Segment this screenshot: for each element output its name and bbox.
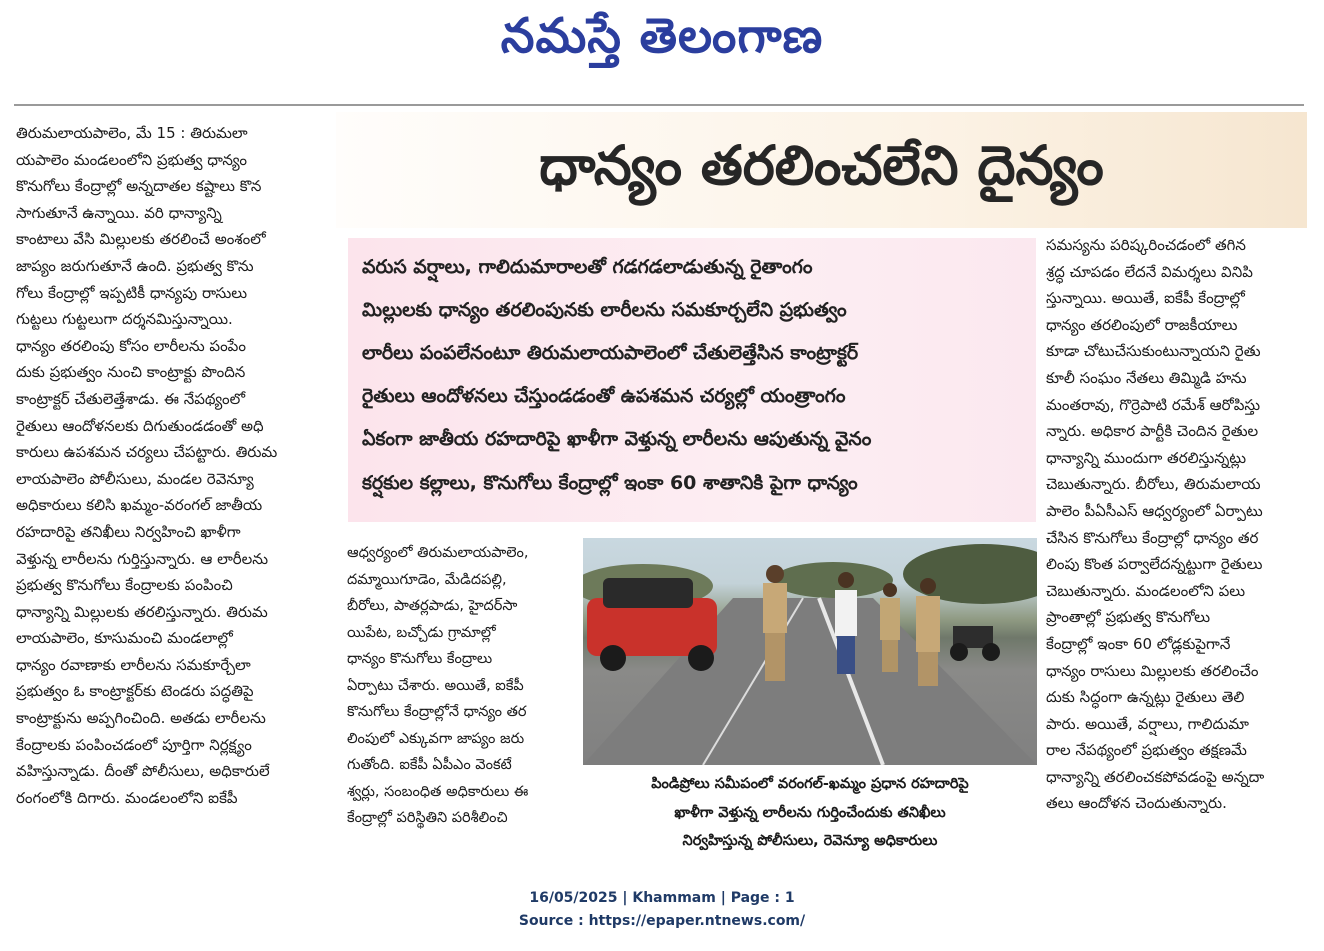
body-line: కేంద్రాలకు పంపించడంలో పూర్తిగా నిర్లక్ష్యం xyxy=(16,735,252,754)
body-line: గుతోంది. ఐకేపీ ఏపీఎం వెంకటే xyxy=(347,757,512,773)
headline-band xyxy=(336,112,1307,228)
body-line: రాల నేపథ్యంలో ప్రభుత్వం తక్షణమే xyxy=(1046,741,1247,760)
body-line: కేంద్రాల్లో ఇంకా 60 లోడ్లకుపైగానే xyxy=(1046,634,1231,653)
body-line: రంగంలోకి దిగారు. మండలంలోని ఐకేపీ xyxy=(16,788,238,807)
body-line: కూడా చోటుచేసుకుంటున్నాయని రైతు xyxy=(1046,342,1261,361)
body-line: సమస్యను పరిష్కరించడంలో తగిన xyxy=(1046,236,1246,254)
body-line: దుకు ప్రభుత్వం నుంచి కాంట్రాక్టు పొందిన xyxy=(16,363,246,382)
body-line: ధాన్యాన్ని మిల్లులకు తరలిస్తున్నారు. తిరుమ xyxy=(16,602,268,621)
article-column-right xyxy=(1046,232,1308,817)
body-line: చెబుతున్నారు. మండలంలోని పలు xyxy=(1046,581,1246,600)
newspaper-logo: నమస్తే తెలంగాణ xyxy=(500,8,824,64)
body-line: రైతులు ఆందోళనలకు దిగుతుండడంతో అధి xyxy=(16,416,264,435)
body-line: లింపు కొంత పర్వాలేదన్నట్టుగా రైతులు xyxy=(1046,555,1263,574)
body-line: న్నారు. అధికార పార్టీకి చెందిన రైతుల xyxy=(1046,422,1259,441)
body-line: కాంటాలు వేసి మిల్లులకు తరలించే అంశంలో xyxy=(16,230,266,249)
body-line: ఆధ్వర్యంలో తిరుమలాయపాలెం, xyxy=(347,545,529,561)
body-line: వహిస్తున్నాడు. దీంతో పోలీసులు, అధికారులే xyxy=(16,762,270,781)
body-line: చేసిన కొనుగోలు కేంద్రాల్లో ధాన్యం తర xyxy=(1046,528,1259,547)
body-line: తలు ఆందోళన చెందుతున్నారు. xyxy=(1046,794,1227,813)
deck-line: వరుస వర్షాలు, గాలిదుమారాలతో గడగడలాడుతున్న రైతాంగం xyxy=(362,256,813,278)
body-line: ధాన్యాన్ని తరలించకపోవడంపై అన్నదా xyxy=(1046,767,1265,786)
body-line: ధాన్యం రవాణాకు లారీలను సమకూర్చేలా xyxy=(16,655,251,674)
body-line: గుట్టలు గుట్టలుగా దర్శనమిస్తున్నాయి. xyxy=(16,310,233,329)
body-line: వెళ్తున్న లారీలను గుర్తిస్తున్నారు. ఆ లారీలను xyxy=(16,549,269,568)
body-line: కాంట్రాక్టర్ చేతులెత్తేశాడు. ఈ నేపథ్యంలో xyxy=(16,389,245,408)
deck-line: మిల్లులకు ధాన్యం తరలింపునకు లారీలను సమకూర్చలేని ప్రభుత్వం xyxy=(362,299,847,321)
body-line: రహదారిపై తనిఖీలు నిర్వహించి ఖాళీగా xyxy=(16,522,241,541)
body-line: ప్రభుత్వం ఓ కాంట్రాక్టర్‌కు టెండరు పద్ధతిపై xyxy=(16,682,254,701)
body-line: బీరోలు, పాతర్లపాడు, హైదర్‌సా xyxy=(347,598,518,614)
body-line: కాంట్రాక్టును అప్పగించింది. అతడు లారీలను xyxy=(16,709,266,728)
body-line: లాయపాలెం, కూసుమంచి మండలాల్లో xyxy=(16,629,233,648)
caption-line: ఖాళీగా వెళ్తున్న లారీలను గుర్తించేందుకు తనిఖీలు xyxy=(674,804,946,821)
body-line: కొనుగోలు కేంద్రాల్లో అన్నదాతల కష్టాలు కొన xyxy=(16,177,262,196)
caption-line: పిండిప్రోలు సమీపంలో వరంగల్-ఖమ్మం ప్రధాన రహదారిపై xyxy=(651,776,969,792)
body-line: యిపేట, బచ్చోడు గ్రామాల్లో xyxy=(347,624,496,641)
body-line: కారులు ఉపశమన చర్యలు చేపట్టారు. తిరుమ xyxy=(16,443,278,462)
body-line: ప్రాంతాల్లో ప్రభుత్వ కొనుగోలు xyxy=(1046,608,1211,627)
body-line: ధాన్యం రాసులు మిల్లులకు తరలించేం xyxy=(1046,661,1259,680)
news-photo xyxy=(583,538,1037,765)
body-line: తిరుమలాయపాలెం, మే 15 : తిరుమలా xyxy=(16,124,248,142)
deck-line: లారీలు పంపలేనంటూ తిరుమలాయపాలెంలో చేతులెత్తేసిన కాంట్రాక్టర్ xyxy=(362,342,859,364)
body-line: కొనుగోలు కేంద్రాల్లోనే ధాన్యం తర xyxy=(347,704,527,720)
body-line: సాగుతూనే ఉన్నాయి. వరి ధాన్యాన్ని xyxy=(16,203,222,222)
article-column-left xyxy=(16,120,324,811)
body-line: చెబుతున్నారు. బీరోలు, తిరుమలాయ xyxy=(1046,475,1261,494)
body-line: శ్వర్లు, సంబంధిత అధికారులు ఈ xyxy=(347,783,529,800)
body-line: ఏర్పాటు చేశారు. అయితే, ఐకేపీ xyxy=(347,677,524,694)
deck-box xyxy=(348,238,1036,522)
deck-line: ఏకంగా జాతీయ రహదారిపై ఖాళీగా వెళ్తున్న లారీలను ఆపుతున్న వైనం xyxy=(362,428,872,450)
body-line: ప్రభుత్వ కొనుగోలు కేంద్రాలకు పంపించి xyxy=(16,576,233,595)
body-line: శ్రద్ధ చూపడం లేదనే విమర్శలు వినిపి xyxy=(1046,262,1253,281)
body-line: ధాన్యం తరలింపు కోసం లారీలను పంపేం xyxy=(16,336,246,355)
footer-dateline: 16/05/2025 | Khammam | Page : 1 xyxy=(529,890,795,906)
body-line: స్తున్నాయి. అయితే, ఐకేపీ కేంద్రాల్లో xyxy=(1046,289,1245,308)
body-line: పారు. అయితే, వర్షాలు, గాలిదుమా xyxy=(1046,714,1249,733)
body-line: ధాన్యాన్ని ముందుగా తరలిస్తున్నట్లు xyxy=(1046,448,1247,467)
body-line: దుకు సిద్ధంగా ఉన్నట్లు రైతులు తెలి xyxy=(1046,688,1245,707)
masthead-divider xyxy=(14,104,1304,106)
body-line: మంతరావు, గొర్రెపాటి రమేశ్ ఆరోపిస్తు xyxy=(1046,395,1261,414)
body-line: లింపులో ఎక్కువగా జాప్యం జరు xyxy=(347,730,525,747)
body-line: గోలు కేంద్రాల్లో ఇప్పటికీ ధాన్యపు రాసులు xyxy=(16,283,248,302)
article-column-middle xyxy=(347,540,577,832)
body-line: లాయపాలెం పోలీసులు, మండల రెవెన్యూ xyxy=(16,469,254,488)
caption-line: నిర్వహిస్తున్న పోలీసులు, రెవెన్యూ అధికారులు xyxy=(682,833,938,849)
deck-line: రైతులు ఆందోళనలు చేస్తుండడంతో ఉపశమన చర్యల్లో యంత్రాంగం xyxy=(362,385,846,407)
footer-source: Source : https://epaper.ntnews.com/ xyxy=(518,913,806,929)
body-line: జాప్యం జరుగుతూనే ఉంది. ప్రభుత్వ కొను xyxy=(16,256,254,275)
body-line: కేంద్రాల్లో పరిస్థితిని పరిశీలించి xyxy=(347,810,508,826)
headline: ధాన్యం తరలించలేని దైన్యం xyxy=(539,134,1104,197)
photo-caption xyxy=(583,770,1037,856)
body-line: దమ్మాయిగూడెం, మేడిదపల్లి, xyxy=(347,571,507,588)
body-line: ధాన్యం తరలింపులో రాజకీయాలు xyxy=(1046,315,1238,334)
body-line: అధికారులు కలిసి ఖమ్మం-వరంగల్ జాతీయ xyxy=(16,496,263,515)
masthead xyxy=(0,0,1324,95)
body-line: కూలీ సంఘం నేతలు తిమ్మిడి హను xyxy=(1046,368,1247,387)
deck-line: కర్షకుల కల్లాలు, కొనుగోలు కేంద్రాల్లో ఇంకా 60 శాతానికి పైగా ధాన్యం xyxy=(362,472,858,494)
body-line: ధాన్యం కొనుగోలు కేంద్రాలు xyxy=(347,651,493,667)
body-line: యపాలెం మండలంలోని ప్రభుత్వ ధాన్యం xyxy=(16,150,247,169)
body-line: పాలెం పీఏసీఎస్ ఆధ్వర్యంలో ఏర్పాటు xyxy=(1046,501,1263,520)
road-scene-illustration xyxy=(583,538,1037,765)
